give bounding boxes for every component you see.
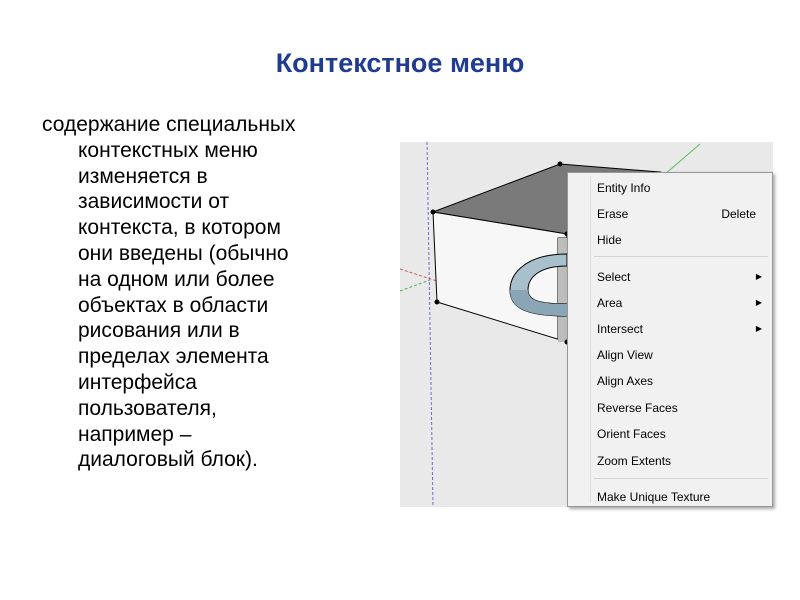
menu-item-align-axes[interactable] xyxy=(597,371,766,391)
menu-item-align-view[interactable] xyxy=(597,345,766,365)
body-line: например – xyxy=(78,422,192,446)
menu-item-reverse-faces[interactable] xyxy=(597,398,766,418)
menu-item-select[interactable] xyxy=(597,267,766,287)
body-line: изменяется в xyxy=(78,164,208,188)
menu-item-make-unique-texture[interactable] xyxy=(597,487,766,507)
menu-item-orient-faces[interactable] xyxy=(597,424,766,444)
menu-item-label: Reverse Faces xyxy=(597,401,678,415)
body-line: пределах элемента xyxy=(78,345,269,369)
green-axis xyxy=(400,280,430,291)
context-menu[interactable] xyxy=(567,172,773,507)
menu-separator xyxy=(594,478,768,479)
slide-title: Контекстное меню xyxy=(275,48,525,78)
red-axis xyxy=(400,269,440,282)
menu-separator xyxy=(594,256,768,257)
menu-item-label: Entity Info xyxy=(597,181,651,195)
body-line: интерфейса xyxy=(78,370,197,394)
slide-body-text xyxy=(42,112,382,473)
menu-item-label: Intersect xyxy=(597,322,644,336)
menu-item-label: Align View xyxy=(597,348,653,362)
body-line: рисования или в xyxy=(78,319,240,343)
box-front-face[interactable] xyxy=(433,212,567,342)
menu-item-intersect[interactable] xyxy=(597,319,766,339)
body-line: они введены (обычно xyxy=(78,241,289,265)
vertex xyxy=(431,210,436,215)
menu-item-erase[interactable] xyxy=(597,204,766,224)
menu-item-label: Zoom Extents xyxy=(597,454,672,468)
body-line: зависимости от xyxy=(78,190,230,214)
body-line: пользователя, xyxy=(78,396,217,420)
submenu-arrow-icon: ▶ xyxy=(755,324,762,333)
menu-item-label: Align Axes xyxy=(597,374,654,388)
menu-item-label: Area xyxy=(597,296,623,310)
blue-axis xyxy=(427,142,433,507)
body-line: содержание специальных xyxy=(42,113,296,136)
vertex xyxy=(558,162,563,167)
body-line: объектах в области xyxy=(78,293,269,317)
menu-item-label: Orient Faces xyxy=(597,427,666,441)
menu-item-label: Erase xyxy=(597,207,629,221)
menu-icon-gutter xyxy=(590,176,591,503)
menu-item-label: Hide xyxy=(597,233,622,247)
body-line: контекста, в котором xyxy=(78,216,281,240)
submenu-arrow-icon: ▶ xyxy=(755,272,762,281)
menu-item-entity-info[interactable] xyxy=(597,178,766,198)
menu-item-label: Make Unique Texture xyxy=(597,490,711,504)
body-line: диалоговый блок). xyxy=(78,448,258,472)
menu-item-hide[interactable] xyxy=(597,230,766,250)
menu-item-label: Select xyxy=(597,270,631,284)
menu-item-area[interactable] xyxy=(597,293,766,313)
menu-item-shortcut: Delete xyxy=(721,207,756,221)
vertex xyxy=(435,300,440,305)
body-line: контекстных меню xyxy=(78,138,258,162)
body-line: на одном или более xyxy=(78,267,275,291)
menu-item-zoom-extents[interactable] xyxy=(597,451,766,471)
submenu-arrow-icon: ▶ xyxy=(755,298,762,307)
